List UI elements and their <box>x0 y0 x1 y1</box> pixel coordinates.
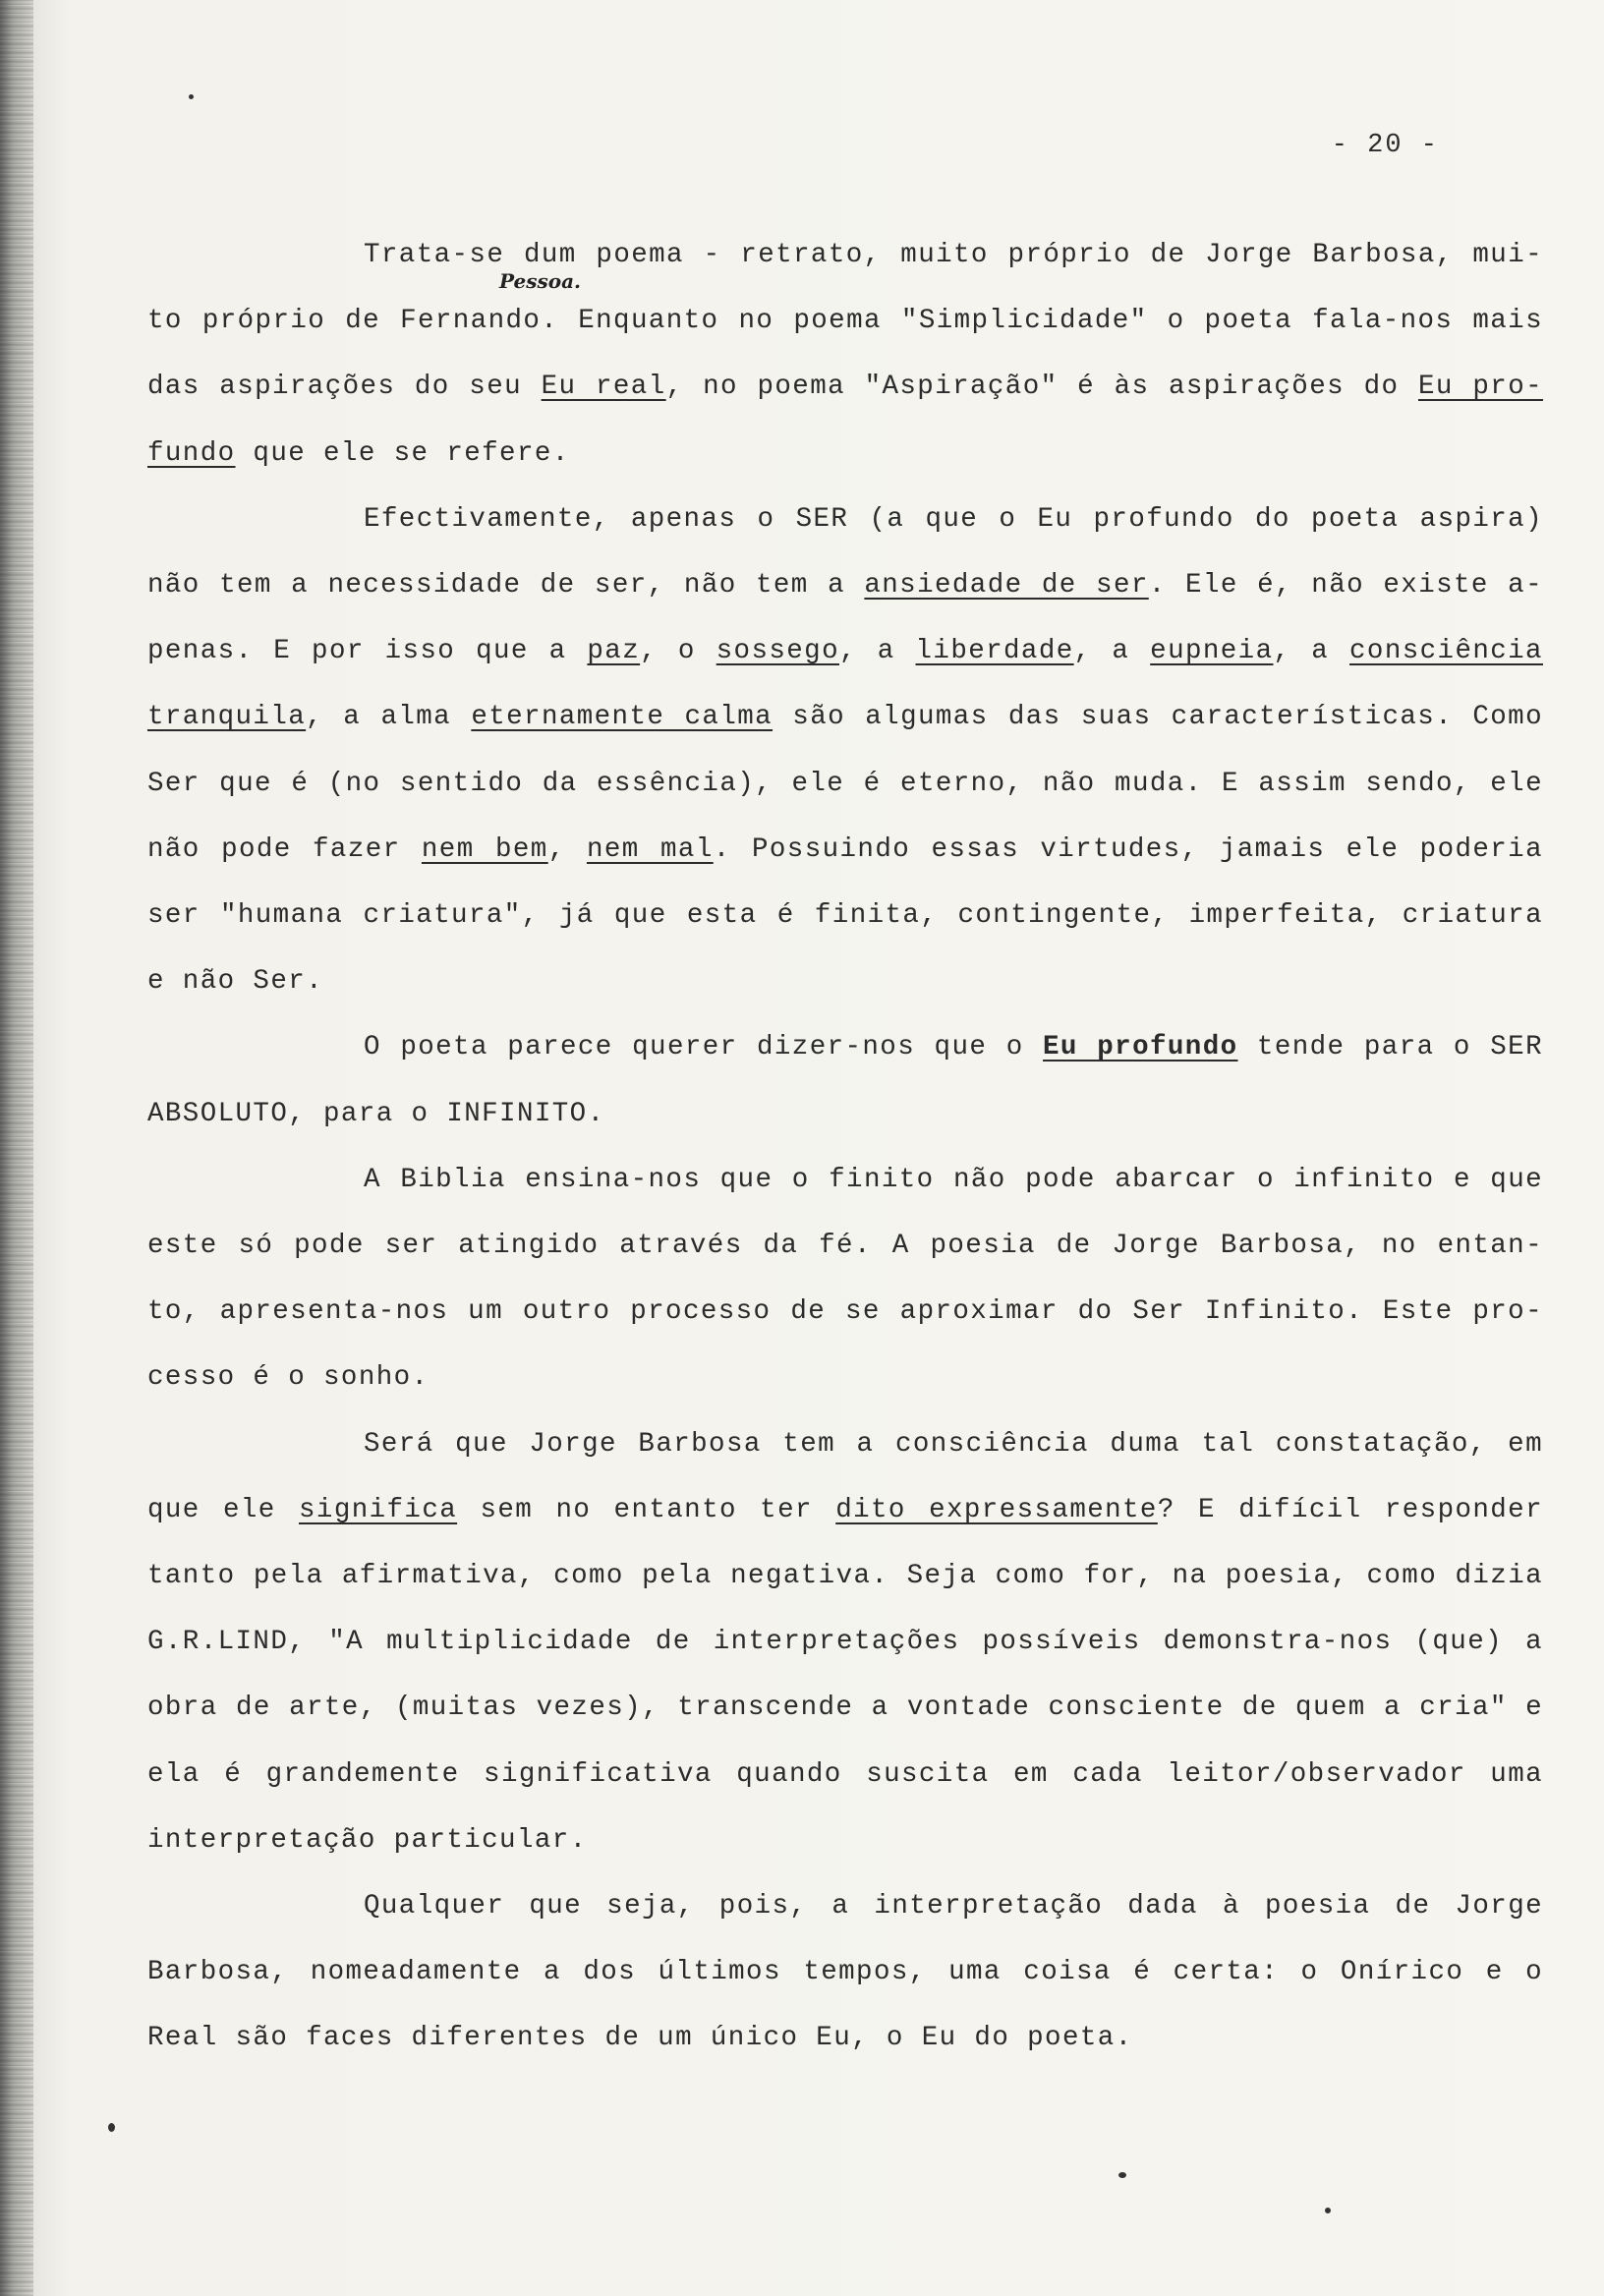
text-segment: A Biblia ensina-nos que o finito não pode abarcar o infinito e que este só pode ser atingido através da fé. A poesia de Jorge Barbosa, no entan- to, apresenta-nos um outro processo de se aproximar do Ser Infinito. Este pro- cesso é o sonho. <box>147 1164 1543 1394</box>
text-segment: tende para o SER ABSOLUTO, para o INFINITO. <box>147 1032 1543 1129</box>
paragraph-4 <box>147 1147 1543 1411</box>
paragraph-6 <box>147 1873 1543 2072</box>
text-segment: , a <box>838 636 916 667</box>
underlined-phrase: significa <box>299 1494 458 1525</box>
underlined-phrase: eupneia <box>1150 636 1274 667</box>
text-segment: sem no entanto ter <box>457 1494 836 1525</box>
text-segment: O poeta parece querer dizer-nos que o <box>364 1032 1044 1063</box>
handwritten-annotation: Pessoa. <box>499 269 582 293</box>
underlined-phrase: nem mal <box>586 833 714 865</box>
text-segment: Qualquer que seja, pois, a interpretação dada à poesia de Jorge Barbosa, nomeadamente a dos últimos tempos, uma coisa é certa: o Onírico e o Real são faces diferentes de um único Eu, o Eu do poeta. <box>147 1891 1543 2054</box>
scan-speck <box>189 94 194 99</box>
page-number: - 20 - <box>1331 131 1439 160</box>
underlined-phrase: paz <box>587 636 641 667</box>
text-segment: , a alma <box>306 702 472 733</box>
underlined-phrase: Eu profundo <box>1043 1032 1238 1063</box>
paragraph-2 <box>147 487 1543 1015</box>
text-segment: ? E difícil responder tanto pela afirmativa, como pela negativa. Seja como for, na poesia, como dizia G.R.LIND, "A multiplicidade de interpretações possíveis demonstra-nos (que) a obra de arte, (muitas vezes), transcende a vontade consciente de quem a cria" e ela é grandemente significativa quando suscita em cada leitor/observador uma interpretação particular. <box>147 1494 1543 1856</box>
text-segment: Será que Jorge Barbosa tem a consciência duma tal constatação, em que ele <box>147 1428 1543 1525</box>
scan-speck <box>1118 2172 1126 2178</box>
underlined-phrase: dito expressamente <box>835 1494 1158 1525</box>
paragraph-5 <box>147 1411 1543 1873</box>
scan-edge-shadow <box>0 0 33 2296</box>
scan-speck <box>108 2123 115 2132</box>
text-segment: , o <box>640 636 716 667</box>
underlined-phrase: nem bem <box>421 833 548 865</box>
text-segment: que ele se refere. <box>235 437 570 469</box>
underlined-phrase: Eu pro- fundo <box>147 372 1544 469</box>
underlined-phrase: ansiedade de ser <box>864 570 1149 602</box>
underlined-phrase: consciência tranquila <box>147 636 1543 733</box>
text-segment: , no poema "Aspiração" é às aspirações do <box>665 372 1418 403</box>
text-segment: são algumas das suas características. Como Ser que é (no sentido da essência), ele é eterno, não muda. E assim sendo, ele não pode fazer <box>147 702 1543 865</box>
paragraph-3 <box>147 1014 1543 1146</box>
text-segment: . Ele é, não existe a- penas. E por isso que a <box>147 570 1543 667</box>
underlined-phrase: Eu real <box>541 372 666 403</box>
paragraph-1 <box>147 222 1543 487</box>
text-segment: Trata-se dum poema - retrato, muito próprio de Jorge Barbosa, mui- to próprio de Fernando. Enquanto no poema "Simplicidade" o poeta fala-nos mais das aspirações do seu <box>147 240 1543 403</box>
underlined-phrase: sossego <box>716 636 839 667</box>
text-segment: Efectivamente, apenas o SER (a que o Eu profundo do poeta aspira) não tem a necessidade de ser, não tem a <box>147 503 1543 602</box>
text-segment: , a <box>1073 636 1151 667</box>
text-segment: , <box>547 833 587 865</box>
scan-speck <box>1325 2208 1331 2213</box>
body-text <box>147 222 1543 2072</box>
underlined-phrase: liberdade <box>915 636 1074 667</box>
underlined-phrase: eternamente calma <box>471 702 773 733</box>
text-segment: , a <box>1273 636 1350 667</box>
text-segment: . Possuindo essas virtudes, jamais ele poderia ser "humana criatura", já que esta é finita, contingente, imperfeita, criatura e não Ser. <box>147 833 1543 998</box>
